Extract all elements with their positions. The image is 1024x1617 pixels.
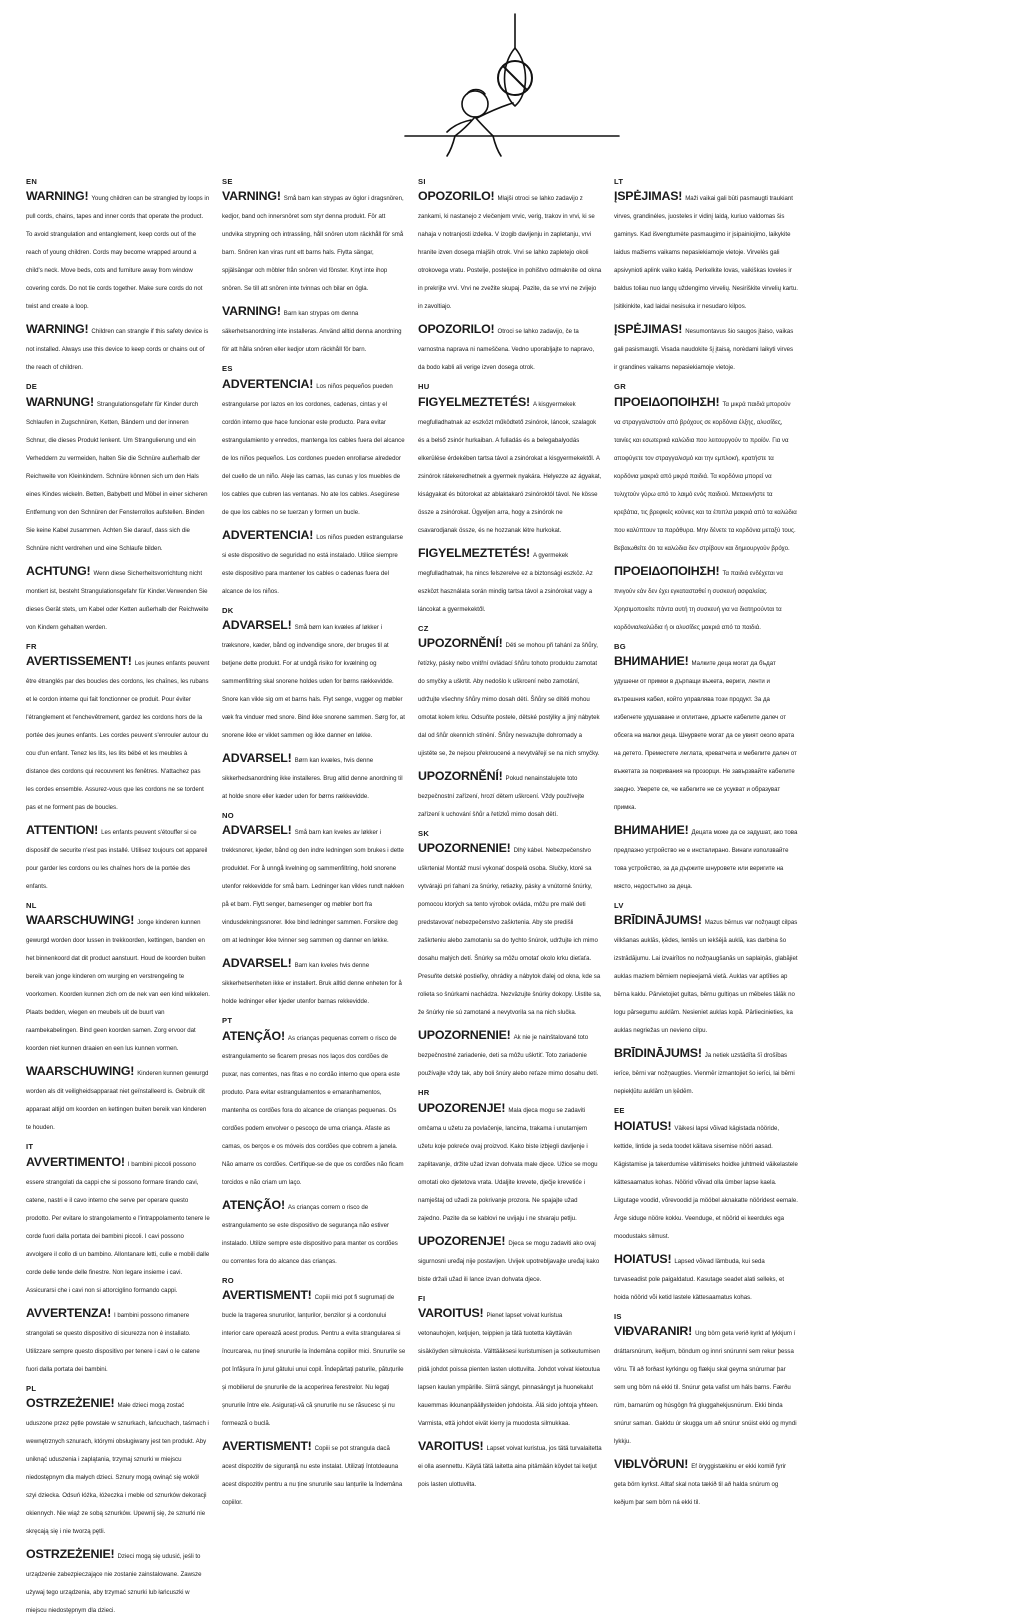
warning-paragraph bbox=[26, 393, 210, 555]
warning-text: I bambini possono rimanere strangolati se questo dispositivo di sicurezza non è installato. Utilizzare sempre questo dispositivo per tenere i cavi o le catene fuori dalla portata dei bambini. bbox=[26, 1311, 200, 1373]
warning-heading: VAROITUS! bbox=[418, 1439, 484, 1454]
warning-text: Mala djeca mogu se zadaviti omčama u užetu za povlačenje, lancima, trakama i unutarnjem užetu koje pokreće ovaj proizvod. Kako biste izbjegli davljenje i zaplitavanje, držite užad izvan dohvata male djece. Užice se mogu omotati oko djetetova vrata. Udaljite krevete, dječje krevetiće i namještaj od užadi za pokrivanje prozora. Ne spajajte užad zajedno. Pazite da se kablovi ne uvijaju i ne stvaraju petlju. bbox=[418, 1106, 598, 1222]
language-code: BG bbox=[614, 641, 626, 651]
warning-text: Los niños pueden estrangularse si este dispositivo de seguridad no está instalado. Utilice siempre este dispositivo para mantener los cables o cadenas fuera del alcance de los niños. bbox=[222, 533, 403, 595]
warning-text: Děti se mohou při tahání za šňůry, řetízky, pásky nebo vnitřní ovládací šňůru tohoto produktu zamotat do smyčky a uškrtit. Aby nedošlo k uškrcení nebo zamotání, udržujte všechny šňůry mimo dosah dětí. Šňůry se dítěti mohou omotat kolem krku. Odsuňte postele, dětské postýlky a jiný nábytek dal od šňůr okenních stínění. Šňůry nesvazujte dohromady a ujistěte se, že nejsou překroucené a nevytvářejí se na nich smyčky. bbox=[418, 642, 600, 758]
language-column bbox=[418, 177, 602, 1489]
language-code: NL bbox=[26, 901, 37, 911]
warning-paragraph bbox=[614, 1117, 798, 1243]
warning-heading: FIGYELMEZTETÉS! bbox=[418, 394, 530, 409]
language-code: DK bbox=[222, 605, 234, 615]
warning-paragraph bbox=[418, 187, 602, 313]
warning-paragraph bbox=[26, 1153, 210, 1297]
warning-heading: BRĪDINĀJUMS! bbox=[614, 913, 702, 928]
language-block-hr bbox=[418, 1089, 602, 1285]
warning-heading: VAROITUS! bbox=[418, 1306, 484, 1321]
warning-text: A gyermekek megfulladhatnak, ha nincs felszerelve ez a biztonsági eszköz. Az eszközt használata során mindig tartsa távol a zsinórokat vagy a láncokat a gyermekektől. bbox=[418, 551, 593, 613]
language-code: LV bbox=[614, 901, 624, 911]
language-code: SK bbox=[418, 829, 430, 839]
language-column bbox=[614, 177, 798, 1507]
warning-text: As crianças correm o risco de estrangulamento se este dispositivo de segurança não estiver instalado. Utilize sempre este dispositivo para manter os cordões ou correntes fora do alcance das crianças. bbox=[222, 1203, 398, 1265]
warning-heading: BRĪDINĀJUMS! bbox=[614, 1046, 702, 1061]
warning-text: Małe dzieci mogą zostać uduszone przez pętle powstałe w sznurkach, łańcuchach, taśmach i wewnętrznych sznurach, którymi obsługiwany jest ten produkt. Aby uniknąć uduszenia i zaplątania, trzymaj sznurki w miejscu niedostępnym dla małych dzieci. Sznury mogą owinąć się wokół szyi dziecka. Odsuń łóżka, łóżeczka i meble od sznurków dekoracji okiennych. Nie wiąż ze sobą sznurków. Upewnij się, że sznurki nie skręcają się i nie tworzą pętli. bbox=[26, 1402, 209, 1536]
language-code: RO bbox=[222, 1275, 234, 1285]
warning-paragraph bbox=[418, 320, 602, 374]
warning-text: Lapset voivat kuristua, jos tätä turvalaitetta ei olla asennettu. Käytä tätä laitetta aina pitämään köydet tai ketjut pois lasten ulottuvilta. bbox=[418, 1445, 602, 1489]
warning-heading: ATENÇÃO! bbox=[222, 1028, 285, 1043]
warning-text: Mazus bērnus var nožņaugt cilpas vilkšanas auklās, ķēdes, lentēs un iekšējā auklā, kas darbina šo izstrādājumu. Lai izvairītos no nožņaugšanās un saplaiņās, glabājiet auklas maziem bērniem nepieejamā vietā. Auklas var aptīties ap bērna kaklu. Pārvietojiet gultas, bērnu gultiņas un mēbeles tālāk no logu pārsegumu auklām. Nesieniet auklas kopā. Pārliecinieties, ka auklas negriežas un nevieno cilpu. bbox=[614, 919, 798, 1035]
warning-text: Pokud nenainstalujete toto bezpečnostní zařízení, hrozí dětem uškrcení. Vždy používejte zařízení k uchování šňůr a řetízků mimo dosah dětí. bbox=[418, 775, 585, 819]
warning-paragraph bbox=[26, 1304, 210, 1376]
language-block-de bbox=[26, 383, 210, 633]
warning-text: Maži vaikai gali būti pasmaugti traukiant virves, grandinėles, juosteles ir vidinį laidą, kuriuo valdomas šis gaminys. Kad išvengtumėte pasmaugimo ir įsipainiojimo, laikykite laidus mažiems vaikams nepasiekiamoje vietoje. Virvelės gali apsivynioti aplink vaiko kaklą. Perkelkite lovas, vaikiškas loveles ir baldus toliau nuo langų uždengimo virvelių. Nesiriškite virvelių kartu. Įsitikinkite, kad laidai nesisuka ir nesudaro kilpos. bbox=[614, 195, 798, 311]
warning-heading: OSTRZEŻENIE! bbox=[26, 1396, 115, 1411]
warning-text: Wenn diese Sicherheitsvorrichtung nicht montiert ist, besteht Strangulationsgefahr für Kinder.Verwenden Sie dieses Gerät stets, um Kabel oder Ketten außerhalb der Reichweite von Kindern gehalten werden. bbox=[26, 569, 209, 631]
warning-text: Les jeunes enfants peuvent être étranglés par des boucles des cordons, les chaînes, les rubans et le cordon interne qui fait fonctionner ce produit. Pour éviter l'étranglement et l'enchevêtrement, gardez les cordons hors de la portée des jeunes enfants. Les cordes peuvent s'enrouler autour du cou d'un enfant. Tenez les lits, les lits bébé et les meubles à distance des cordons qui recouvrent les fenêtres. N'attachez pas les cordes ensemble. Assurez-vous que les cordons ne se tordent pas et ne forment pas de boucles. bbox=[26, 660, 210, 812]
warning-heading: ĮSPĖJIMAS! bbox=[614, 322, 683, 337]
language-column bbox=[26, 177, 210, 1615]
warning-paragraph bbox=[222, 821, 406, 947]
language-block-ro bbox=[222, 1277, 406, 1509]
warning-text: Nesumontavus šio saugos įtaiso, vaikas gali pasismaugti. Visada naudokite šį įtaisą, norėdami laikyti virves ir grandines vaikams nepasiekiamoje vietoje. bbox=[614, 328, 794, 372]
warning-paragraph bbox=[26, 320, 210, 374]
language-block-ee bbox=[614, 1107, 798, 1303]
warning-paragraph bbox=[26, 187, 210, 313]
warning-heading: OPOZORILO! bbox=[418, 189, 495, 204]
warning-heading: ADVERTENCIA! bbox=[222, 376, 314, 391]
warning-heading: ADVARSEL! bbox=[222, 618, 292, 633]
warning-paragraph bbox=[222, 526, 406, 598]
language-block-si bbox=[418, 178, 602, 374]
language-block-fi bbox=[418, 1295, 602, 1491]
warning-paragraph bbox=[26, 562, 210, 634]
language-code: LT bbox=[614, 177, 624, 186]
language-block-is bbox=[614, 1313, 798, 1509]
warning-heading: HOIATUS! bbox=[614, 1118, 672, 1133]
warning-text: Young children can be strangled by loops in pull cords, chains, tapes and inner cords that operate the product. To avoid strangulation and entanglement, keep cords out of the reach of young children. Cords may become wrapped around a child's neck. Move beds, cots and furniture away from window covering cords. Do not tie cords together. Make sure cords do not twist and create a loop. bbox=[26, 195, 210, 311]
warning-paragraph bbox=[222, 1027, 406, 1189]
warning-text: Barn kan strypas om denna säkerhetsanordning inte installeras. Använd alltid denna anordning för att hålla snören eller kedjor utom räckhåll för barn. bbox=[222, 310, 402, 354]
warning-heading: AVERTISMENT! bbox=[222, 1439, 312, 1454]
language-code: ES bbox=[222, 364, 233, 374]
warning-paragraph bbox=[222, 954, 406, 1008]
warning-text: As crianças pequenas correm o risco de estrangulamento se ficarem presas nos laços dos cordões de puxar, nas correntes, nas fitas e no cordão interno que opera este produto. Para evitar estrangulamentos e emaranhamentos, mantenha os cordões fora do alcance de crianças pequenas. Os cordões podem envolver o pescoço de uma criança. Afaste as camas, os berços e os móveis dos cordões que cobrem a janela. Não amarre os cordões. Certifique-se de que os cordões não ficam torcidos e não criam um laço. bbox=[222, 1034, 404, 1186]
warning-text: Τα μικρά παιδιά μπορούν να στραγγαλιστούν από βρόχους σε κορδόνια έλξης, αλυσίδες, ταινίες και εσωτερικά καλώδια που λειτουργούν το προϊόν. Για να αποφύγετε τον στραγγαλισμό και την εμπλοκή, κρατήστε τα κορδόνια μακριά από μικρά παιδιά. Τα κορδόνια μπορεί να τυλιχτούν γύρω από το λαιμό ενός παιδιού. Μετακινήστε τα κρεβάτια, τις βρεφικές κούνιες και τα έπιπλα μακριά από τα καλώδια που καλύπτουν τα παράθυρα. Μην δένετε τα κορδόνια μεταξύ τους. Βεβαιωθείτε ότι τα καλώδια δεν στρίβουν και δημιουργούν βρόχο. bbox=[614, 400, 797, 552]
warning-heading: ACHTUNG! bbox=[26, 563, 91, 578]
warning-heading: AVVERTIMENTO! bbox=[26, 1154, 125, 1169]
warning-paragraph bbox=[614, 393, 798, 555]
warning-paragraph bbox=[26, 652, 210, 814]
language-code: HU bbox=[418, 382, 430, 392]
warning-heading: ΠΡΟΕΙΔΟΠΟΙΗΣΗ! bbox=[614, 563, 720, 578]
warning-paragraph bbox=[222, 187, 406, 295]
language-block-it bbox=[26, 1143, 210, 1375]
language-code: IS bbox=[614, 1311, 622, 1321]
language-code: IT bbox=[26, 1142, 34, 1152]
language-code: NO bbox=[222, 811, 234, 821]
warning-text: Mlajši otroci se lahko zadavijo z zankami, ki nastanejo z vlečenjem vrvic, verig, trakov in vrvi, ki se nahaja v notranjosti izdelka. V izogib davljenju in zapletanju, vrvi hranite izven dosega mlajših otrok. Vrvi se lahko zapletejo okoli otrokovega vratu. Postelje, posteljice in pohištvo odmaknite od okna in prekrijte vrvi. Vrvi ne zvežite skupaj. Pazite, da se vrvi ne zvijejo in zavoltiajo. bbox=[418, 195, 602, 311]
warning-paragraph bbox=[418, 1099, 602, 1225]
warning-paragraph bbox=[26, 1545, 210, 1617]
warning-text: Barn kan kveles hvis denne sikkerhetsenheten ikke er installert. Bruk alltid denne enheten for å holde ledninger eller kjeder utenfor barnas rekkevidde. bbox=[222, 962, 402, 1006]
warning-text: Малките деца могат да бъдат удушени от примки в дърпащи въжета, вериги, ленти и вътрешния кабел, който управлява този продукт. За да избегнете удушаване и оплитане, дръжте кабелите далеч от обсега на малки деца. Шнурвете могат да се увият около врата на детето. Преместете леглата, креватчета и мебелите далеч от въжетата за покривания на прозорци. Не завързвайте кабелите заедно. Уверете се, че кабелите не се усукват и образуват примка. bbox=[614, 660, 797, 812]
warning-text: Små børn kan kvæles af løkker i træksnore, kæder, bånd og indvendige snore, der bruges til at betjene dette produkt. For at undgå risiko for kvælning og sammenfiltring skal snorene holdes uden for børns rækkevidde. Snore kan vikle sig om et barns hals. Flyt senge, vugger og møbler væk fra vinduer med snore. Bind ikke snorene sammen. Sørg for, at snorene ikke er viklet sammen og ikke danner en løkke. bbox=[222, 624, 405, 740]
warning-text: A kisgyermekek megfulladhatnak az eszközt működtető zsinórok, láncok, szalagok és a belső zsinór hurkaiban. A fulladás és a belegabalyodás elkerülése érdekében tartsa távol a zsinórokat a kisgyermekektől. A zsinórok rátekeredhetnek a gyermek nyakára. Helyezze az ágyakat, kiságyakat és bútorokat az ablaktakaró zsinóroktól távol. Ne kösse össze a zsinórokat. Ügyeljen arra, hogy a zsinórok ne csavarodjanak össze, és ne hozzanak létre hurkokat. bbox=[418, 400, 602, 534]
language-code: PT bbox=[222, 1016, 233, 1026]
warning-heading: WAARSCHUWING! bbox=[26, 1064, 135, 1079]
warning-paragraph bbox=[614, 187, 798, 313]
warning-text: Små barn kan kveles av løkker i trekksnorer, kjeder, bånd og den indre ledningen som brukes i dette produktet. For å unngå kvelning og sammenfiltring, hold snorene utenfor rekkevidde for små barn. Ledninger kan vikles rundt nakken på et barn. Flytt senger, barnesenger og møbler bort fra vindusdekningssnorer. Ikke bind ledninger sammen. Forsikre deg om at ledninger ikke tvinner seg sammen og danner en løkke. bbox=[222, 829, 404, 945]
warning-paragraph bbox=[614, 320, 798, 374]
warning-heading: ADVARSEL! bbox=[222, 956, 292, 971]
language-block-lt bbox=[614, 178, 798, 374]
warning-paragraph bbox=[418, 1437, 602, 1491]
warning-heading: AVERTISMENT! bbox=[222, 1288, 312, 1303]
warning-paragraph bbox=[222, 1286, 406, 1430]
warning-paragraph bbox=[222, 375, 406, 519]
warning-paragraph bbox=[26, 1394, 210, 1538]
warning-heading: FIGYELMEZTETÉS! bbox=[418, 545, 530, 560]
warning-heading: OSTRZEŻENIE! bbox=[26, 1547, 115, 1562]
warning-paragraph bbox=[222, 616, 406, 742]
warning-heading: WAARSCHUWING! bbox=[26, 913, 135, 928]
warning-paragraph bbox=[614, 652, 798, 814]
warning-heading: ADVERTENCIA! bbox=[222, 527, 314, 542]
warning-text: Ak nie je nainštalované toto bezpečnostné zariadenie, deti sa môžu uškrtiť. Toto zariadenie používajte vždy tak, aby boli šnúry alebo reťaze mimo dosahu detí. bbox=[418, 1034, 599, 1078]
warning-text: Djeca se mogu zadaviti ako ovaj sigurnosni uređaj nije postavljen. Uvijek upotrebljavajte uređaj kako biste držali užad ili lance izvan dohvata djece. bbox=[418, 1239, 600, 1283]
warning-paragraph bbox=[614, 911, 798, 1037]
warning-heading: AVVERTENZA! bbox=[26, 1305, 111, 1320]
warning-heading: ВНИМАНИЕ! bbox=[614, 823, 689, 838]
language-code: FI bbox=[418, 1293, 426, 1303]
warning-text: Copiii se pot strangula dacă acest dispozitiv de siguranță nu este instalat. Utilizați întotdeauna acest dispozitiv pentru a nu ține snururile sau lanțurile la îndemâna copiilor. bbox=[222, 1445, 403, 1507]
warning-text: I bambini piccoli possono essere strangolati da cappi che si possono formare tirando cavi, catene, nastri e il cavo interno che serve per operare questo prodotto. Per evitare lo strangolamento e l'intrappolamento tenere le corde fuori dalla portata dei bambini piccoli. I cavi possono avvolgere il collo di un bambino. Allontanare letti, culle e mobili dalle corde delle tende delle finestre. Non legare insieme i cavi. Assicurarsi che i cavi non si attorciglino formando cappi. bbox=[26, 1160, 210, 1294]
warning-paragraph bbox=[418, 1232, 602, 1286]
warning-text: Jonge kinderen kunnen gewurgd worden door lussen in trekkoorden, kettingen, banden en het binnenkoord dat dit product aanstuurt. Houd de koorden buiten bereik van jonge kinderen om wurging en verstrengeling te voorkomen. Koorden kunnen zich om de nek van een kind wikkelen. Plaats bedden, wiegen en meubels uit de buurt van raambekabelingen. Bind geen koorden samen. Zorg ervoor dat koorden niet kunnen draaien en een lus kunnen vormen. bbox=[26, 919, 210, 1053]
child-strangulation-hazard-pictogram bbox=[0, 8, 1024, 168]
warning-heading: WARNUNG! bbox=[26, 394, 94, 409]
warning-paragraph bbox=[614, 821, 798, 893]
warning-heading: VIÐLVÖRUN! bbox=[614, 1457, 689, 1472]
language-block-en bbox=[26, 178, 210, 374]
warning-text: Ef öryggistækinu er ekki komið fyrir geta börn kyrkst. Alltaf skal nota tækið til að halda snúrum og keðjum þar sem börn ná ekki til. bbox=[614, 1463, 787, 1507]
warning-paragraph bbox=[418, 767, 602, 821]
warning-text: Lapsed võivad lämbuda, kui seda turvaseadist pole paigaldatud. Kasutage seadet alati selleks, et hoida nöörid või ketid lastele kättesaamatus kohas. bbox=[614, 1257, 785, 1301]
language-block-pl bbox=[26, 1385, 210, 1617]
language-block-fr bbox=[26, 643, 210, 893]
warning-text: Dlhý kábel. Nebezpečenstvo uškrtenia! Montáž musí vykonať dospelá osoba. Slučky, ktoré sa vytvárajú pri ťahaní za šnúrky, retiazky, pásky a vnútorné šnúrky, pomocou ktorých sa tento výrobok ovláda, môžu pre malé deti predstavovať nebezpečenstvo zaškrtenia. Aby ste predišli zaškrteniu alebo zamotaniu sa do tychto šnúrok, udržujte ich mimo dosahu malých detí. Šnúrky sa môžu omotať okolo krku dieťaťa. Presuňte detské postieľky, ohrádky a nábytok ďalej od okna, kde sa rolieta so šnúrkami nachádza. Nezväzujte šnúrky dokopy. Uistite sa, že šnúrky nie sú zamotané a nevytvorila sa na nich slučka. bbox=[418, 847, 602, 1017]
warning-paragraph bbox=[418, 634, 602, 760]
warning-heading: UPOZORNĚNÍ! bbox=[418, 769, 503, 784]
warning-heading: WARNING! bbox=[26, 322, 89, 337]
warning-heading: ATENÇÃO! bbox=[222, 1197, 285, 1212]
warning-text: Dzieci mogą się udusić, jeśli to urządzenie zabezpieczające nie zostanie zainstalowane. Zawsze używaj tego urządzenia, aby trzymać sznurki lub łańcuszki w miejscu niedostępnym dla dzieci. bbox=[26, 1553, 202, 1615]
warning-heading: ADVARSEL! bbox=[222, 823, 292, 838]
warning-heading: ADVARSEL! bbox=[222, 751, 292, 766]
warning-heading: AVERTISSEMENT! bbox=[26, 654, 132, 669]
warning-heading: ВНИМАНИЕ! bbox=[614, 654, 689, 669]
warning-paragraph bbox=[418, 839, 602, 1019]
warning-paragraph bbox=[614, 1044, 798, 1098]
warning-text: Små barn kan strypas av öglor i dragsnören, kedjor, band och innersnöret som styr denna produkt. För att undvika strypning och intrassling, håll snören utom räckhåll för små barn. Snören kan viras runt ett barns hals. Flytta sängar, spjälsängar och möbler från snören vid fönster. Knyt inte ihop snören. Se till att snören inte tvinnas och bilar en ögla. bbox=[222, 195, 404, 293]
warning-heading: ĮSPĖJIMAS! bbox=[614, 189, 683, 204]
warning-text: Kinderen kunnen gewurgd worden als dit veiligheidsapparaat niet geïnstalleerd is. Gebruik dit apparaat altijd om koorden en kettingen buiten bereik van kinderen te houden. bbox=[26, 1070, 209, 1132]
language-code: PL bbox=[26, 1383, 37, 1393]
language-code: SE bbox=[222, 177, 233, 186]
warning-paragraph bbox=[26, 911, 210, 1055]
warning-heading: VARNING! bbox=[222, 189, 281, 204]
warning-heading: OPOZORILO! bbox=[418, 322, 495, 337]
language-block-pt bbox=[222, 1017, 406, 1267]
language-block-sk bbox=[418, 830, 602, 1080]
language-columns bbox=[26, 177, 1002, 1615]
warning-heading: UPOZORENJE! bbox=[418, 1100, 506, 1115]
language-block-dk bbox=[222, 607, 406, 803]
warning-heading: WARNING! bbox=[26, 189, 89, 204]
warning-heading: VARNING! bbox=[222, 304, 281, 319]
warning-heading: ΠΡΟΕΙΔΟΠΟΙΗΣΗ! bbox=[614, 394, 720, 409]
warning-text: Children can strangle if this safety device is not installed. Always use this device to keep cords or chains out of the reach of children. bbox=[26, 328, 209, 372]
warning-text: Los niños pequeños pueden estrangularse por lazos en los cordones, cadenas, cintas y el cordón interno que hace funcionar este producto. Para evitar estrangulamiento y enredos, mantenga los cables fuera del alcance de los niños pequeños. Los cordones pueden enrollarse alrededor del cuello de un niño. Aleje las camas, las cunas y los muebles de los cables que cubren las ventanas. No ate los cables. Asegúrese de que los cables no se tuerzan y formen un bucle. bbox=[222, 382, 405, 516]
warning-heading: VIÐVARANIR! bbox=[614, 1324, 693, 1339]
language-code: GR bbox=[614, 382, 626, 392]
language-code: SI bbox=[418, 177, 426, 186]
warning-paragraph bbox=[222, 302, 406, 356]
language-code: EE bbox=[614, 1106, 625, 1116]
warning-text: Les enfants peuvent s'étouffer si ce dispositif de securite n'est pas installé. Utilisez toujours cet appareil pour garder les cordons ou les chaînes hors de la portée des enfants. bbox=[26, 829, 208, 891]
warning-text: Børn kan kvæles, hvis denne sikkerhedsanordning ikke installeres. Brug altid denne anordning til at holde snore eller kæder uden for børns rækkevidde. bbox=[222, 757, 403, 801]
language-block-hu bbox=[418, 383, 602, 615]
warning-text: Otroci se lahko zadavijo, če ta varnostna naprava ni nameščena. Vedno uporabljajte to napravo, da bodo kabli ali verige izven dosega otrok. bbox=[418, 328, 595, 372]
warning-heading: UPOZORENJE! bbox=[418, 1233, 506, 1248]
warning-text: Väikesi lapsi võivad kägistada nööride, kettide, lintide ja seda toodet käitava sisemise nööri aasad. Kägistamise ja takerdumise vältimiseks hoidke juhtmeid väikelastele kättesaamatus kohas. Nöörid võivad olla ümber lapse kaela. Liigutage voodid, võrevoodid ja mööbel aknakatte nööridest eemale. Ärge siduge nööre kokku. Veenduge, et nöörid ei keerduks ega moodustaks silmust. bbox=[614, 1124, 798, 1240]
warning-paragraph bbox=[614, 1455, 798, 1509]
language-code: DE bbox=[26, 382, 38, 392]
warning-paragraph bbox=[222, 1196, 406, 1268]
language-block-bg bbox=[614, 643, 798, 893]
language-block-nl bbox=[26, 902, 210, 1134]
warning-paragraph bbox=[418, 544, 602, 616]
warning-heading: UPOZORNENIE! bbox=[418, 841, 511, 856]
warning-text: Ung börn geta verið kyrkt af lykkjum í dráttarsnúrum, keðjum, böndum og innri snúrunni sem rekur þessa vöru. Til að forðast kyrkingu og flækju skal geyma snúrurnar þar sem ung börn ná ekki til. Snúrur geta vafist um háls barns. Færðu rúm, barnarúm og húsgögn frá gluggahekjusnúrum. Ekki binda snúrur saman. Gakktu úr skugga um að snúrur snúist ekki og myndi lykkju. bbox=[614, 1330, 797, 1446]
warning-text: Pienet lapset voivat kuristua vetonauhojen, ketjujen, teippien ja tätä tuotetta käyttävän sisäköyden silmukoista. Välttääksesi kuristumisen ja sotkeutumisen pidä johdot poissa pienten lasten ulottuvilta. Johdot voivat kietoutua lapsen kaulan ympärille. Siirrä sängyt, pinnasängyt ja huonekalut kauemmas ikkunanpäällysteiden johdoista. Älä sido johtoja yhteen. Varmista, että johdot eivät kierry ja muodosta silmukkaa. bbox=[418, 1312, 600, 1428]
warning-text: Τα παιδιά ενδέχεται να πνιγούν εάν δεν έχει εγκατασταθεί η συσκευή ασφαλείας. Χρησιμοποιείτε πάντα αυτή τη συσκευή για να διατηρούνται τα κορδόνια/καλώδια ή οι αλυσίδες μακριά από τα παιδιά. bbox=[614, 569, 783, 631]
warning-heading: UPOZORNĚNÍ! bbox=[418, 636, 503, 651]
warning-paragraph bbox=[26, 1062, 210, 1134]
warning-paragraph bbox=[614, 1250, 798, 1304]
warning-heading: ATTENTION! bbox=[26, 823, 99, 838]
language-block-se bbox=[222, 178, 406, 356]
warning-paragraph bbox=[418, 1026, 602, 1080]
warning-paragraph bbox=[26, 821, 210, 893]
language-block-gr bbox=[614, 383, 798, 633]
warning-text: Децата може да се задушат, ако това предпазно устройство не е инсталирано. Винаги използвайте това устройство, за да държите шнуровете или веригите на място, недостъпно за деца. bbox=[614, 829, 798, 891]
warning-paragraph bbox=[418, 1304, 602, 1430]
language-block-lv bbox=[614, 902, 798, 1098]
warning-paragraph bbox=[418, 393, 602, 537]
language-block-es bbox=[222, 365, 406, 597]
warning-text: Ja netiek uzstādīta šī drošības ierīce, bērni var nožņaugties. Vienmēr izmantojiet šo ierīci, lai bērni nepiekļūtu auklām un ķēdēm. bbox=[614, 1052, 795, 1096]
language-code: HR bbox=[418, 1088, 430, 1098]
warning-paragraph bbox=[222, 749, 406, 803]
language-code: EN bbox=[26, 177, 38, 186]
warning-text: Strangulationsgefahr für Kinder durch Schlaufen in Zugschnüren, Ketten, Bändern und der inneren Schnur, die dieses Produkt lenkent. Um Strangulierung und ein Verheddern zu vermeiden, halten Sie die Schnüre außerhalb der Reichweite von Kleinkindern. Schnüre können sich um den Hals eines Kindes wickeln. Betten, Babybett und Möbel in einer sicheren Entfernung von den Schnüren der Fensterrollos aufstellen. Binden Sie keine Kabel zusammen. Achten Sie darauf, dass sich die Schnüre nicht verdrehen und eine Schlaufe bilden. bbox=[26, 400, 208, 552]
language-column bbox=[222, 177, 406, 1507]
language-code: CZ bbox=[418, 623, 429, 633]
warning-heading: UPOZORNENIE! bbox=[418, 1028, 511, 1043]
warning-paragraph bbox=[614, 1322, 798, 1448]
language-block-cz bbox=[418, 625, 602, 821]
warning-heading: HOIATUS! bbox=[614, 1251, 672, 1266]
warning-paragraph bbox=[222, 1437, 406, 1509]
language-block-no bbox=[222, 812, 406, 1008]
warning-text: Copiii mici pot fi sugrumați de bucle la tragerea snururilor, lanțurilor, benzilor și a cordonului interior care operează acest produs. Pentru a evita strangularea si încurcarea, nu țineți snururile la îndemâna copiilor mici. Snururile se pot înfășura în jurul gâtului unui copil. Îndepărtați paturile, pătuțurile și mobilierul de șnururile de la acoperirea ferestrelor. Nu legați șnururile între ele. Asigurați-vă că șnururile nu se răsucesc și nu formează o buclă. bbox=[222, 1294, 406, 1428]
language-code: FR bbox=[26, 641, 37, 651]
warning-paragraph bbox=[614, 562, 798, 634]
